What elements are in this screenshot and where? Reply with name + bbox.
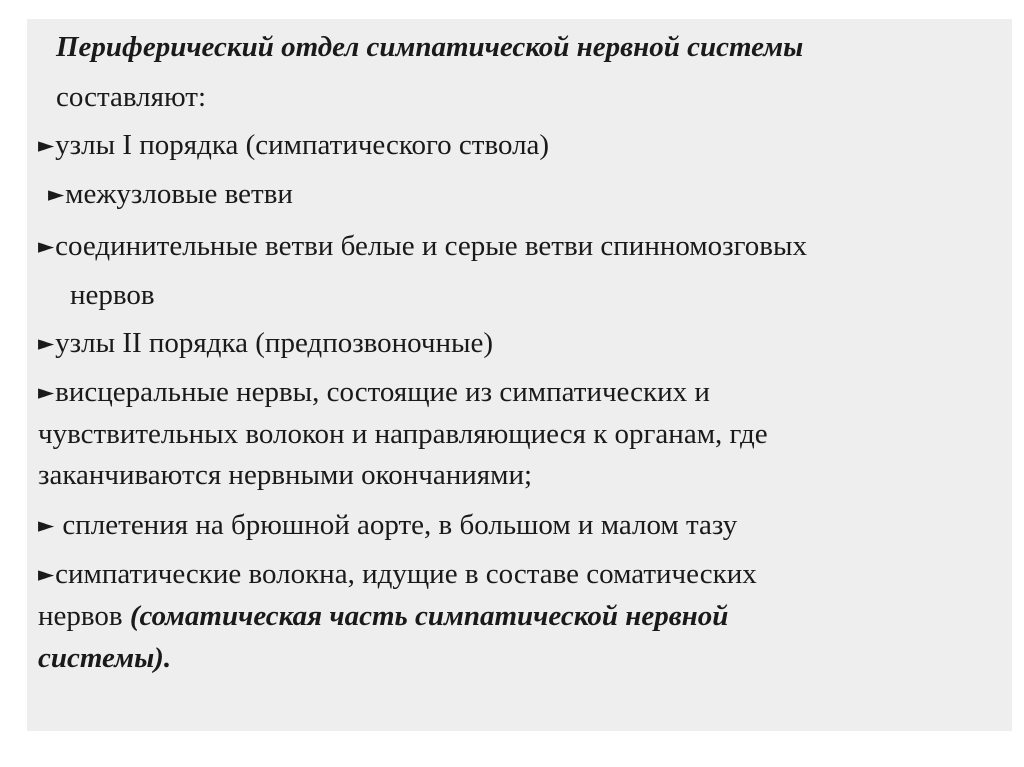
slide-panel (27, 19, 1012, 731)
list-item-continuation: чувствительных волокон и направляющиеся к органам, где (38, 418, 768, 450)
list-item-text: нервов (38, 600, 130, 632)
bullet-arrow-icon: ► (38, 331, 55, 355)
list-item-continuation: заканчиваются нервными окончаниями; (38, 459, 533, 491)
list-item (38, 229, 807, 263)
list-item-text: узлы II порядка (предпозвоночные) (55, 327, 494, 359)
heading-title: Периферический отдел симпатической нервной системы (56, 31, 804, 63)
heading-subtitle: составляют: (56, 81, 206, 113)
bullet-arrow-icon: ► (38, 513, 55, 537)
list-item-text: висцеральные нервы, состоящие из симпатических и (55, 376, 710, 408)
list-item (38, 128, 549, 162)
list-item-text: сплетения на брюшной аорте, в большом и малом тазу (55, 509, 738, 541)
emphasis-text: системы). (38, 642, 172, 674)
list-item-continuation: нервов (70, 279, 155, 311)
list-item-text: узлы I порядка (симпатического ствола) (55, 129, 550, 161)
bullet-arrow-icon: ► (38, 562, 55, 586)
list-item (38, 326, 493, 360)
list-item (38, 557, 757, 591)
bullet-arrow-icon: ► (38, 234, 55, 258)
emphasis-text: (соматическая часть симпатической нервной (129, 600, 729, 632)
list-item (38, 375, 710, 409)
bullet-arrow-icon: ► (38, 380, 55, 404)
list-item-text: межузловые ветви (65, 178, 293, 210)
bullet-arrow-icon: ► (48, 182, 65, 206)
list-item-text: симпатические волокна, идущие в составе соматических (55, 558, 757, 590)
list-item-continuation (38, 599, 728, 633)
bullet-arrow-icon: ► (38, 133, 55, 157)
list-item-text: соединительные ветви белые и серые ветви спинномозговых (55, 230, 807, 262)
list-item (38, 508, 737, 542)
list-item (48, 177, 293, 211)
